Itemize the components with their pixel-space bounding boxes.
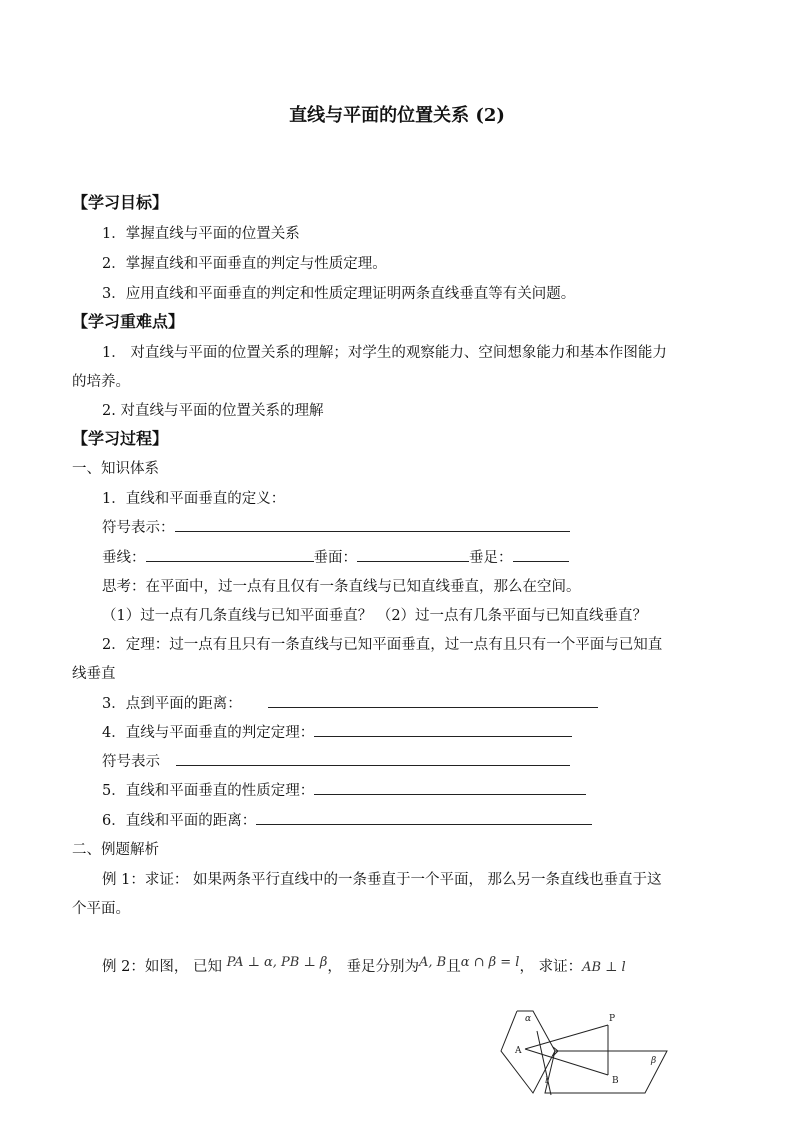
property-line [102,779,586,800]
part1-heading: 一、知识体系 [72,461,159,477]
example2-math-intersection: α ∩ β = l [460,955,520,970]
perp-plane-label: 垂面： [313,550,357,566]
symbol-label-2: 符号表示 [102,754,160,770]
criterion-blank[interactable] [314,722,572,737]
example2-text-a: 例 2：如图， 已知 [102,959,222,975]
perp-line-blank[interactable] [146,547,314,562]
distance-line [102,692,598,713]
example2-text-b: ， 垂足分别为 [327,959,419,975]
key-points-heading: 【学习重难点】 [72,312,185,331]
label-a: A [515,1046,522,1056]
plane-beta-shape [545,1051,667,1093]
label-p: P [609,1014,616,1024]
part2-heading: 二、例题解析 [72,842,159,858]
process-heading: 【学习过程】 [72,429,169,448]
example2-line [102,955,626,976]
definition-item: 1．直线和平面垂直的定义： [102,491,286,507]
key-point-1-line2: 的培养。 [72,374,130,390]
label-b: B [612,1076,619,1086]
page-title: 直线与平面的位置关系 (2) [289,105,505,126]
label-alpha: α [525,1014,532,1024]
key-point-2: 2. 对直线与平面的位置关系的理解 [102,403,324,419]
example2-math-goal: AB ⊥ l [582,960,626,975]
label-beta: β [651,1056,657,1066]
symbol-line [102,516,570,537]
theorem-line2: 线垂直 [72,666,116,682]
foot-blank[interactable] [513,547,569,562]
goal-item-2: 2．掌握直线和平面垂直的判定与性质定理。 [102,256,387,272]
distance-blank[interactable] [268,693,598,708]
perp-plane-blank[interactable] [357,547,469,562]
property-label: 5．直线和平面垂直的性质定理： [102,783,315,799]
example2-math-feet: A, B [418,955,447,970]
perp-line-label: 垂线： [102,550,146,566]
geometry-figure [495,1005,675,1100]
symbol-label: 符号表示： [102,520,175,536]
perp-line [102,546,569,567]
criterion-line [102,721,572,742]
example2-math-given: PA ⊥ α, PB ⊥ β [226,955,328,970]
segment-pa [525,1025,608,1049]
goals-heading: 【学习目标】 [72,193,169,212]
key-point-1-line1: 1． 对直线与平面的位置关系的理解；对学生的观察能力、空间想象能力和基本作图能力 [102,345,667,361]
symbol-blank-2[interactable] [176,751,570,766]
example1-line2: 个平面。 [72,901,130,917]
think-questions: （1）过一点有几条直线与已知平面垂直？ （2）过一点有几条平面与已知直线垂直？ [102,608,648,624]
example2-text-c: 且 [446,959,461,975]
line-plane-distance-label: 6．直线和平面的距离： [102,813,257,829]
example2-text-d: ， 求证： [519,959,583,975]
think-text: 思考：在平面中，过一点有且仅有一条直线与已知直线垂直，那么在空间。 [102,579,581,595]
theorem-line1: 2．定理：过一点有且只有一条直线与已知平面垂直，过一点有且只有一个平面与已知直 [102,637,663,653]
label-l: l [545,1076,548,1086]
example1-line1: 例 1：求证： 如果两条平行直线中的一条垂直于一个平面， 那么另一条直线也垂直于这 [102,872,662,888]
goal-item-1: 1．掌握直线与平面的位置关系 [102,226,300,242]
line-plane-distance-line [102,809,592,830]
foot-label: 垂足： [469,550,513,566]
symbol-blank[interactable] [175,517,570,532]
property-blank[interactable] [314,780,586,795]
goal-item-3: 3．应用直线和平面垂直的判定和性质定理证明两条直线垂直等有关问题。 [102,286,576,302]
segment-ab [525,1049,608,1075]
distance-label: 3．点到平面的距离： [102,696,242,712]
symbol-line-2 [102,750,570,771]
criterion-label: 4．直线与平面垂直的判定定理： [102,725,315,741]
line-plane-distance-blank[interactable] [256,810,592,825]
